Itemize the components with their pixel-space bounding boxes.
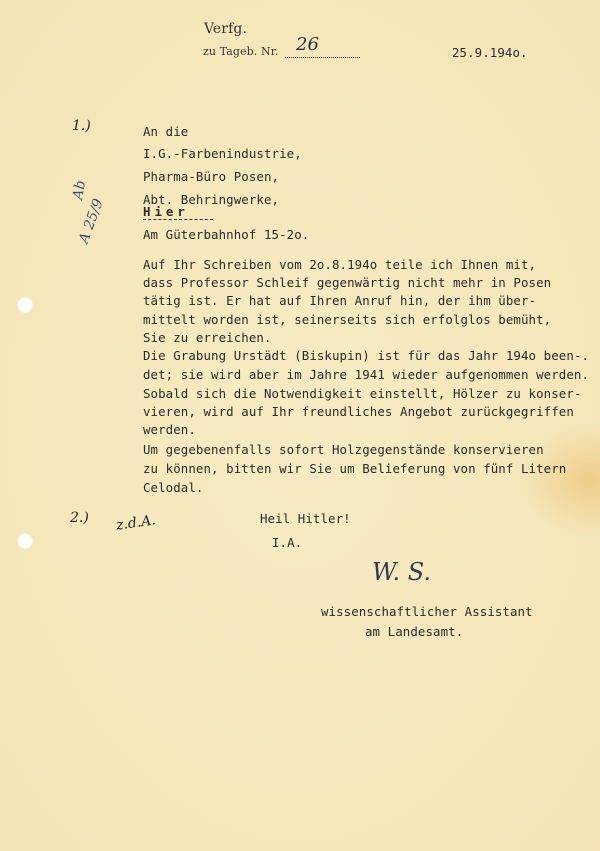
closing-title-1: wissenschaftlicher Assistant	[321, 604, 533, 619]
recipient-line-3: Pharma-Büro Posen,	[143, 169, 280, 184]
body-line-3: tätig ist. Er hat auf Ihren Anruf hin, der ihm über-	[143, 293, 537, 308]
punch-hole-top	[17, 297, 33, 313]
body-line-1: Auf Ihr Schreiben vom 2o.8.194o teile ich Ihnen mit,	[143, 257, 537, 272]
body-line-9: vieren, wird auf Ihr freundliches Angebot zurückgegriffen	[143, 404, 574, 419]
closing-ia: I.A.	[272, 535, 303, 550]
body-line-2: dass Professor Schleif gegenwärtig nicht mehr in Posen	[143, 275, 552, 290]
body-line-7: det; sie wird aber im Jahre 1941 wieder aufgenommen werden.	[143, 367, 590, 382]
receipt-note-top: Ab	[70, 179, 90, 201]
body-line-6: Die Grabung Urstädt (Biskupin) ist für das Jahr 194o been-.	[143, 348, 590, 363]
item-2-marker: 2.)	[70, 510, 89, 526]
punch-hole-bottom	[17, 533, 33, 549]
zda-note: z.d.A.	[115, 512, 157, 534]
body-line-11: Um gegebenenfalls sofort Holzgegenstände konservieren	[143, 442, 544, 457]
item-1-marker: 1.)	[72, 118, 91, 134]
body-line-12: zu können, bitten wir Sie um Belieferung von fünf Litern	[143, 461, 567, 476]
body-line-10: werden.	[143, 422, 196, 437]
recipient-line-4: Abt. Behringwerke,	[143, 192, 280, 207]
tageb-number: 26	[296, 34, 319, 55]
body-line-4: mittelt worden ist, seinerseits sich erfolglos bemüht,	[143, 312, 552, 327]
verfg-heading: Verfg.	[204, 21, 247, 37]
letter-date: 25.9.194o.	[452, 45, 528, 60]
signature: W. S.	[372, 558, 431, 586]
closing-greeting: Heil Hitler!	[260, 511, 351, 526]
closing-title-2: am Landesamt.	[365, 624, 464, 639]
body-line-5: Sie zu erreichen.	[143, 330, 272, 345]
recipient-line-2: I.G.-Farbenindustrie,	[143, 146, 302, 161]
recipient-line-6: Am Güterbahnhof 15-2o.	[143, 227, 310, 242]
recipient-line-1: An die	[143, 124, 189, 139]
body-line-8: Sobald sich die Notwendigkeit einstellt, Hölzer zu konser-	[143, 386, 582, 401]
tageb-label: zu Tageb. Nr.	[203, 45, 279, 58]
recipient-line-5: Hier	[143, 204, 213, 220]
receipt-note-bottom: A 25/9	[76, 196, 107, 246]
body-line-13: Celodal.	[143, 480, 204, 495]
